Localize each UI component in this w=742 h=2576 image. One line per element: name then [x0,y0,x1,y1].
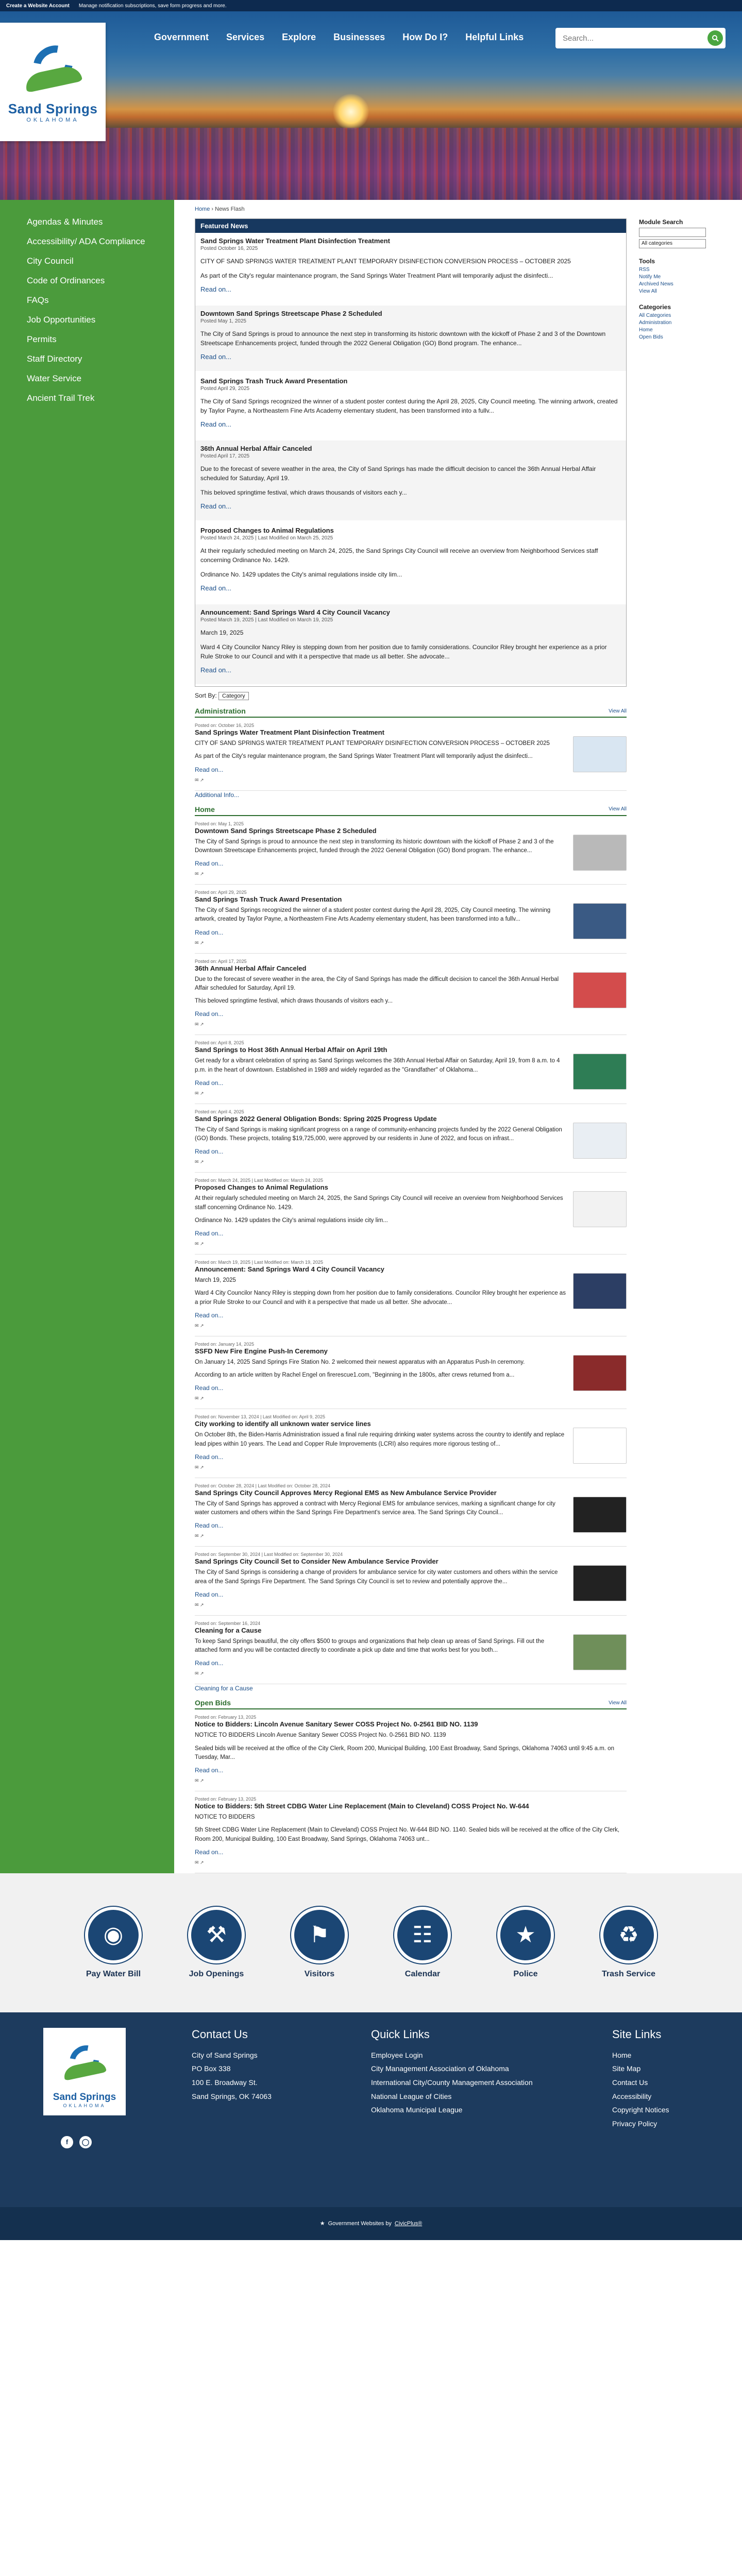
featured-item [195,233,626,306]
share-icon[interactable]: ✉ ↗ [195,1778,204,1783]
news-item-text-2: Ordinance No. 1429 updates the City's animal regulations inside city lim... [195,1217,388,1224]
news-item-text: To keep Sand Springs beautiful, the city offers $500 to groups and organizations that help clean up areas of Sand Springs. Fill out the attached form and you will be contacted directly to coordinate a pick up date and time that works best for you both... [195,1638,545,1653]
news-item-date: Posted on: April 29, 2025 [195,890,247,895]
sidebar-item-city-council[interactable]: City Council [27,256,74,266]
news-category [195,1697,627,1873]
module-category-select[interactable]: All categories [639,239,706,248]
news-item-body [195,821,568,877]
news-item-text: The City of Sand Springs is proud to announce the next step in transforming its historic downtown with the kickoff of Phase 2 and 3 of the Downtown Streetscape Enhancements project, funded through the 2022 General Obligation (GO) Bond program. The enhance... [195,838,554,854]
tool-rss[interactable]: RSS [639,267,650,273]
news-item-text-2: As part of the City's regular maintenance program, the Sand Springs Water Treatment Plant will temporarily adjust the disinfecti... [195,753,533,760]
featured-item-title[interactable]: Proposed Changes to Animal Regulations [200,527,334,534]
featured-item-body: Due to the forecast of severe weather in the area, the City of Sand Springs has made the difficult decision to cancel the 36th Annual Herbal Affair scheduled for Saturday, April 19. [200,465,596,482]
breadcrumb-home[interactable]: Home [195,206,210,212]
sort-select[interactable]: Category [218,692,249,700]
news-item-date: Posted on: March 24, 2025 | Last Modified on: March 24, 2025 [195,1178,323,1183]
news-item-text-2: Ward 4 City Councilor Nancy Riley is stepping down from her position due to family considerations. Councilor Riley brought her experience as a prior Rule Stroke to our Council and with it a perspective that made us all better. She advocate... [195,1290,566,1306]
instagram-icon[interactable]: ◯ [79,2136,92,2148]
share-icon[interactable]: ✉ ↗ [195,1464,204,1470]
nav-helpful-links[interactable]: Helpful Links [465,32,524,42]
news-item-body [195,723,568,783]
sidebar-item-permits[interactable]: Permits [27,334,57,344]
featured-item-date: Posted October 16, 2025 [200,246,258,251]
news-item-body [195,1483,568,1539]
news-item-title[interactable]: Downtown Sand Springs Streetscape Phase 2 Scheduled [195,826,377,835]
featured-item-body-2: Ward 4 City Councilor Nancy Riley is stepping down from her position due to family considerations. Councilor Riley brought her experience as a prior Rule Stroke to our Council and with it a perspective that made us all better. She advocate... [200,643,607,660]
footer-quick-links [371,2028,533,2117]
footer-logo[interactable] [43,2028,126,2115]
footer-logo-subtitle: OKLAHOMA [63,2103,106,2108]
nav-how-do-i[interactable]: How Do I? [402,32,448,42]
quick-link-icon: ⚒ [206,1922,227,1948]
featured-item-date: Posted March 19, 2025 | Last Modified on March 19, 2025 [200,617,333,623]
share-icon[interactable]: ✉ ↗ [195,1159,204,1165]
news-thumbnail[interactable] [573,835,627,871]
news-thumbnail[interactable] [573,1054,627,1090]
nav-businesses[interactable]: Businesses [333,32,385,42]
news-item [195,1336,627,1410]
footer-site-links [612,2028,669,2131]
news-item-title[interactable]: Sand Springs to Host 36th Annual Herbal Affair on April 19th [195,1046,387,1054]
read-on-link[interactable]: Read on... [200,285,231,293]
news-item-text: March 19, 2025 [195,1277,236,1283]
news-item-body [195,1797,627,1866]
featured-heading: Featured News [195,219,626,233]
news-item [195,954,627,1036]
featured-item-date: Posted March 24, 2025 | Last Modified on March 25, 2025 [200,535,333,541]
facebook-icon[interactable]: f [61,2136,73,2148]
share-icon[interactable]: ✉ ↗ [195,940,204,945]
share-icon[interactable]: ✉ ↗ [195,1602,204,1607]
featured-item [195,604,626,686]
read-on-link[interactable]: Read on... [195,766,224,773]
search-icon [712,35,719,42]
main-content [174,200,633,1873]
news-item-text: The City of Sand Springs recognized the winner of a student poster contest during the April 28, 2025, City Council meeting. The winning artwork, created by Taylor Payne, a Northeastern Fine Arts Academy elementary student, has been transformed into a fullv... [195,907,551,923]
read-on-link[interactable]: Read on... [200,353,231,361]
read-on-link[interactable]: Read on... [195,1659,224,1667]
read-on-link[interactable]: Read on... [195,1148,224,1156]
nav-explore[interactable]: Explore [282,32,316,42]
search-button[interactable] [705,28,726,48]
news-item [195,816,627,885]
featured-item [195,373,626,440]
category-view-all-link[interactable]: View All [609,1700,627,1706]
news-item-body [195,1342,568,1402]
quick-link-label[interactable]: Trash Service [601,1969,656,1978]
read-on-link[interactable]: Read on... [195,1384,224,1392]
news-item-body [195,959,568,1028]
news-item [195,1709,627,1791]
footer-quick-link[interactable]: National League of Cities [371,2092,452,2100]
category-header [195,705,627,718]
news-item-title[interactable]: Proposed Changes to Animal Regulations [195,1183,328,1192]
news-item [195,1478,627,1547]
news-item-date: Posted on: April 4, 2025 [195,1109,244,1114]
top-utility-bar [0,0,742,11]
share-icon[interactable]: ✉ ↗ [195,1671,204,1676]
sort-label: Sort By: [195,692,217,699]
footer-logo-mark-icon [61,2042,108,2085]
site-logo[interactable] [0,23,106,141]
sidebar-item-jobs[interactable]: Job Opportunities [27,315,96,325]
footer-contact-line: City of Sand Springs [192,2050,258,2059]
news-item-text-2: Sealed bids will be received at the office of the City Clerk, Room 200, Municipal Building, 100 East Broadway, Sand Springs, Oklahoma 74063 until 9:45 a.m. on Tuesday, Mar... [195,1745,614,1760]
featured-item-title[interactable]: 36th Annual Herbal Affair Canceled [200,445,312,452]
module-search-input[interactable] [639,228,706,237]
breadcrumb: Home › News Flash [195,206,245,212]
news-category [195,705,627,799]
site-search[interactable] [555,28,726,48]
quick-link[interactable] [492,1907,559,1979]
news-item-body [195,1621,568,1677]
quick-link[interactable] [595,1907,662,1979]
share-icon[interactable]: ✉ ↗ [195,1241,204,1246]
share-icon[interactable]: ✉ ↗ [195,777,204,783]
featured-news [195,218,627,687]
quick-link-icon: ⚑ [309,1922,330,1948]
quick-link-circle[interactable] [497,1907,554,1963]
read-on-link[interactable]: Read on... [195,1522,224,1530]
news-item-date: Posted on: May 1, 2025 [195,821,244,826]
featured-item-body-2: As part of the City's regular maintenance program, the Sand Springs Water Treatment Plant will temporarily adjust the disinfecti... [200,272,553,279]
news-item [195,1616,627,1685]
sidebar-item-code-of-ordinances[interactable]: Code of Ordinances [27,276,105,285]
news-item-text: On October 8th, the Biden-Harris Administration issued a final rule requiring drinking water systems across the country to identify and replace lead pipes within 10 years. The Lead and Copper Rule Improvements (LCRI) also requires more rigorous testing of... [195,1432,565,1447]
banner-sun [333,94,369,130]
news-item-date: Posted on: April 8, 2025 [195,1040,244,1046]
quick-link-label[interactable]: Pay Water Bill [86,1969,141,1978]
footer-contact-line: 100 E. Broadway St. [192,2078,258,2087]
share-icon[interactable]: ✉ ↗ [195,1022,204,1027]
news-item [195,1791,627,1873]
featured-item-date: Posted April 17, 2025 [200,453,250,459]
news-item-title[interactable]: Sand Springs Trash Truck Award Presentation [195,895,342,903]
quick-link-icon: ☷ [412,1922,433,1948]
news-thumbnail[interactable] [573,1273,627,1309]
cat-link-all[interactable]: All Categories [639,313,671,318]
news-item [195,1104,627,1173]
news-item-text: The City of Sand Springs is considering a change of providers for ambulance service for city water customers and others within the service area of the Sand Springs Fire Department. The Sand Springs City Council is set to review and potentially approve the... [195,1569,558,1585]
search-input[interactable]: Search... [563,33,594,43]
news-item-body [195,1715,627,1784]
featured-item [195,440,626,522]
quick-link[interactable] [183,1907,250,1979]
breadcrumb-current: News Flash [215,206,245,212]
news-item-date: Posted on: April 17, 2025 [195,958,247,964]
nav-government[interactable]: Government [154,32,209,42]
footer-contact-title: Contact Us [192,2027,248,2041]
featured-item [195,522,626,604]
footer-site-link[interactable]: Contact Us [612,2078,648,2087]
read-on-link[interactable]: Read on... [195,1590,224,1598]
news-category [195,804,627,1692]
category-header [195,804,627,816]
news-thumbnail[interactable] [573,736,627,772]
footer-contact-line: PO Box 338 [192,2064,231,2073]
quick-link-circle[interactable] [85,1907,142,1963]
tools-box [639,258,721,294]
quick-link-icon: ★ [515,1922,536,1948]
news-item-date: Posted on: October 28, 2024 | Last Modified on: October 28, 2024 [195,1483,331,1488]
main-nav [147,27,531,48]
government-websites-bar [0,2207,742,2240]
news-item-body [195,1414,568,1470]
create-account-link[interactable]: Create a Website Account [6,3,70,9]
quick-link-icon: ◉ [103,1922,124,1948]
read-on-link[interactable]: Read on... [195,1311,224,1319]
footer-site-link[interactable]: Copyright Notices [612,2106,669,2114]
news-item-title[interactable]: Notice to Bidders: Lincoln Avenue Sanitary Sewer COSS Project No. 0-2561 BID NO. 1139 [195,1720,478,1728]
news-item-title[interactable]: Cleaning for a Cause [195,1626,262,1634]
category-header [195,1697,627,1709]
share-icon[interactable]: ✉ ↗ [195,1396,204,1401]
module-search-title: Module Search [639,218,683,226]
news-thumbnail[interactable] [573,1634,627,1670]
footer-logo-name: Sand Springs [53,2091,116,2103]
featured-item-body: CITY OF SAND SPRINGS WATER TREATMENT PLANT TEMPORARY DISINFECTION CONVERSION PROCESS – OCTOBER 2025 [200,258,571,265]
read-on-link[interactable]: Read on... [195,1230,224,1237]
news-item-date: Posted on: September 30, 2024 | Last Modified on: September 30, 2024 [195,1552,343,1557]
quick-link-circle[interactable] [188,1907,245,1963]
news-item-body [195,1178,568,1247]
cat-link-open-bids[interactable]: Open Bids [639,334,663,340]
footer-site-link[interactable]: Site Map [612,2064,641,2073]
news-item-title[interactable]: Notice to Bidders: 5th Street CDBG Water Line Replacement (Main to Cleveland) COSS Project No. W-644 [195,1802,529,1810]
quick-link-label[interactable]: Job Openings [189,1969,244,1978]
quick-link-circle[interactable] [394,1907,451,1963]
news-item-title[interactable]: City working to identify all unknown water service lines [195,1420,371,1428]
category-view-all-link[interactable]: View All [609,806,627,812]
quick-link-circle[interactable] [291,1907,348,1963]
read-on-link[interactable]: Read on... [200,584,231,592]
news-item-title[interactable]: Sand Springs City Council Set to Consider New Ambulance Service Provider [195,1557,439,1566]
news-item-date: Posted on: February 13, 2025 [195,1715,257,1720]
news-thumbnail[interactable] [573,1428,627,1464]
tool-view-all[interactable]: View All [639,289,657,294]
news-item-title[interactable]: Sand Springs Water Treatment Plant Disinfection Treatment [195,728,384,736]
news-item-text: At their regularly scheduled meeting on March 24, 2025, the Sand Springs City Council will receive an overview from Neighborhood Services staff concerning Ordinance No. 1429. [195,1195,563,1211]
news-thumbnail[interactable] [573,1191,627,1227]
read-on-link[interactable]: Read on... [195,860,224,867]
site-footer [0,2012,742,2240]
social-links [61,2136,92,2148]
news-item-date: Posted on: March 19, 2025 | Last Modified on: March 19, 2025 [195,1260,323,1265]
news-thumbnail[interactable] [573,972,627,1008]
tool-notify-me[interactable]: Notify Me [639,274,661,280]
news-item-title[interactable]: SSFD New Fire Engine Push-In Ceremony [195,1347,328,1355]
sidebar-item-ancient-trail-trek[interactable]: Ancient Trail Trek [27,393,95,403]
news-item-title[interactable]: 36th Annual Herbal Affair Canceled [195,964,307,972]
news-item-body [195,1109,568,1165]
read-on-link[interactable]: Read on... [200,420,231,428]
news-item-text: The City of Sand Springs has approved a contract with Mercy Regional EMS for ambulance services, marking a significant change for city water customers and others within the Sand Springs Fire Department's service area. The Sand Springs City Council... [195,1500,555,1516]
quick-link[interactable] [389,1907,456,1979]
featured-item-body: At their regularly scheduled meeting on March 24, 2025, the Sand Springs City Council will receive an overview from Neighborhood Services staff concerning Ordinance No. 1429. [200,547,598,564]
featured-item-title[interactable]: Downtown Sand Springs Streetscape Phase 2 Scheduled [200,310,382,317]
gov-websites-text: Government Websites by [328,2220,392,2227]
news-thumbnail[interactable] [573,1355,627,1391]
cat-link-administration[interactable]: Administration [639,320,672,326]
news-item-title[interactable]: Announcement: Sand Springs Ward 4 City Council Vacancy [195,1265,384,1273]
news-thumbnail[interactable] [573,903,627,939]
quick-link-label[interactable]: Calendar [404,1969,441,1978]
news-item-text-2: 5th Street CDBG Water Line Replacement (Main to Cleveland) COSS Project No. W-644 BID NO. 1140. Sealed bids will be received at the office of the City Clerk, Room 200, Municipal Building, 100 East Broadway, Sand Springs, Oklahoma 74063 unt... [195,1827,620,1842]
quick-link-circle[interactable] [600,1907,657,1963]
footer-contact-line: Sand Springs, OK 74063 [192,2092,272,2100]
logo-subtitle: OKLAHOMA [26,116,79,123]
news-item-date: Posted on: January 14, 2025 [195,1341,255,1347]
news-item-text: Due to the forecast of severe weather in the area, the City of Sand Springs has made the difficult decision to cancel the 36th Annual Herbal Affair scheduled for Saturday, April 19. [195,976,559,991]
news-item [195,718,627,791]
read-on-link[interactable]: Read on... [195,1079,224,1087]
news-item [195,1409,627,1478]
share-icon[interactable]: ✉ ↗ [195,1323,204,1328]
news-item-text: NOTICE TO BIDDERS Lincoln Avenue Sanitary Sewer COSS Project No. 0-2561 BID NO. 1139 [195,1732,446,1739]
sidebar-item-faqs[interactable]: FAQs [27,295,49,305]
civicplus-link[interactable]: CivicPlus® [394,2220,423,2227]
category-name[interactable]: Administration [195,707,246,715]
featured-item-title[interactable]: Sand Springs Water Treatment Plant Disinfection Treatment [200,237,390,245]
footer-site-link[interactable]: Accessibility [612,2092,652,2100]
footer-quick-link[interactable]: Employee Login [371,2050,423,2059]
nav-services[interactable]: Services [226,32,265,42]
news-item [195,1255,627,1336]
news-item-title[interactable]: Sand Springs City Council Approves Mercy Regional EMS as New Ambulance Service Provider [195,1488,497,1497]
category-view-all-link[interactable]: View All [609,708,627,714]
news-item-date: Posted on: November 13, 2024 | Last Modified on: April 9, 2025 [195,1414,325,1420]
read-on-link[interactable]: Read on... [200,666,231,674]
news-item-date: Posted on: September 16, 2024 [195,1620,261,1626]
sidebar-item-staff-directory[interactable]: Staff Directory [27,354,82,364]
share-icon[interactable]: ✉ ↗ [195,1090,204,1096]
quick-link-label[interactable]: Police [513,1969,538,1978]
share-icon[interactable]: ✉ ↗ [195,1859,204,1865]
footer-quick-link[interactable]: Oklahoma Municipal League [371,2106,463,2114]
category-name[interactable]: Open Bids [195,1699,231,1707]
sidebar-item-accessibility[interactable]: Accessibility/ ADA Compliance [27,236,145,246]
news-item-text-2: This beloved springtime festival, which draws thousands of visitors each y... [195,998,393,1004]
footer-quick-link[interactable]: City Management Association of Oklahoma [371,2064,509,2073]
news-item [195,1547,627,1616]
news-item-text: The City of Sand Springs is making significant progress on a range of community-enhancing projects funded by the 2022 General Obligation (GO) Bonds. These projects, totaling $19,725,000, were approved by our residents in June of 2022, and focus on infrast... [195,1126,562,1142]
footer-site-title: Site Links [612,2027,662,2041]
category-name[interactable]: Home [195,805,215,814]
sidebar-item-agendas[interactable]: Agendas & Minutes [27,217,103,227]
footer-quick-title: Quick Links [371,2027,430,2041]
quick-link[interactable] [286,1907,353,1979]
read-on-link[interactable]: Read on... [195,1453,224,1461]
featured-item [195,306,626,373]
news-thumbnail[interactable] [573,1497,627,1533]
news-item [195,1035,627,1104]
read-on-link[interactable]: Read on... [200,502,231,510]
news-item-date: Posted on: October 16, 2025 [195,723,255,728]
featured-item-body-2: Ordinance No. 1429 updates the City's animal regulations inside city lim... [200,571,402,578]
quick-link-icon: ♻ [618,1922,639,1948]
additional-info-link[interactable]: Cleaning for a Cause [195,1685,253,1692]
categories-title: Categories [639,303,671,311]
news-item-text: NOTICE TO BIDDERS [195,1814,255,1820]
right-column [633,200,721,1873]
read-on-link[interactable]: Read on... [195,1848,224,1856]
tools-title: Tools [639,258,655,265]
featured-item-body: March 19, 2025 [200,629,244,636]
featured-item-body: The City of Sand Springs recognized the winner of a student poster contest during the April 28, 2025, City Council meeting. The winning artwork, created by Taylor Payne, a Northeastern Fine Arts Academy elementary student, has been transformed into a fullv... [200,398,618,414]
news-item-title[interactable]: Sand Springs 2022 General Obligation Bonds: Spring 2025 Progress Update [195,1114,437,1123]
read-on-link[interactable]: Read on... [195,1010,224,1018]
featured-item-date: Posted May 1, 2025 [200,318,246,324]
featured-item-title[interactable]: Announcement: Sand Springs Ward 4 City Council Vacancy [200,608,390,616]
manage-notifications-text: Manage notification subscriptions, save form progress and more. [78,3,227,9]
site-header [0,11,742,200]
news-item-body [195,1552,568,1608]
sidebar-item-water-service[interactable]: Water Service [27,374,82,383]
footer-quick-link[interactable]: International City/County Management Association [371,2078,533,2087]
tool-archived-news[interactable]: Archived News [639,281,673,287]
news-item-body [195,1260,568,1329]
news-item-text: On January 14, 2025 Sand Springs Fire Station No. 2 welcomed their newest apparatus with an Apparatus Push-In ceremony. [195,1359,525,1365]
news-item-body [195,890,568,946]
news-item-body [195,1040,568,1096]
banner-flower-field [0,128,742,200]
footer-site-link[interactable]: Privacy Policy [612,2119,657,2128]
module-search [639,218,721,248]
civicplus-icon: ★ [319,2221,325,2227]
quick-link-label[interactable]: Visitors [304,1969,335,1978]
quick-link[interactable] [80,1907,147,1979]
categories-box [639,303,721,340]
featured-item-title[interactable]: Sand Springs Trash Truck Award Presentation [200,377,348,385]
quick-links-bar [0,1873,742,2012]
read-on-link[interactable]: Read on... [195,928,224,936]
share-icon[interactable]: ✉ ↗ [195,1533,204,1539]
logo-name: Sand Springs [8,100,98,116]
footer-site-link[interactable]: Home [612,2050,632,2059]
featured-item-body: The City of Sand Springs is proud to announce the next step in transforming its historic downtown with the kickoff of Phase 2 and 3 of the Downtown Streetscape Enhancements project, funded through the 2022 General Obligation (GO) Bond program. The enhance... [200,330,606,347]
news-item [195,1173,627,1255]
sort-by [195,692,627,700]
news-item-text: CITY OF SAND SPRINGS WATER TREATMENT PLANT TEMPORARY DISINFECTION CONVERSION PROCESS – OCTOBER 2025 [195,740,550,747]
news-item [195,885,627,954]
additional-info-link[interactable]: Additional Info... [195,791,240,799]
cat-link-home[interactable]: Home [639,327,653,333]
logo-mark-icon [22,41,84,98]
news-thumbnail[interactable] [573,1565,627,1601]
featured-item-body-2: This beloved springtime festival, which draws thousands of visitors each y... [200,489,407,496]
featured-item-date: Posted April 29, 2025 [200,386,250,392]
news-thumbnail[interactable] [573,1123,627,1159]
news-item-text: Get ready for a vibrant celebration of spring as Sand Springs welcomes the 36th Annual Herbal Affair on Saturday, April 19, from 8 a.m. to 4 p.m. in the heart of downtown. Established in 1989 and widely regarded as the "Grandfather" of Oklahoma... [195,1058,560,1073]
news-item-date: Posted on: February 13, 2025 [195,1797,257,1802]
footer-contact [192,2028,272,2103]
share-icon[interactable]: ✉ ↗ [195,871,204,876]
read-on-link[interactable]: Read on... [195,1767,224,1774]
sidebar-nav [0,200,174,1873]
news-item-text-2: According to an article written by Rachel Engel on firerescue1.com, "Beginning in the 1800s, after crews returned from a... [195,1372,515,1378]
